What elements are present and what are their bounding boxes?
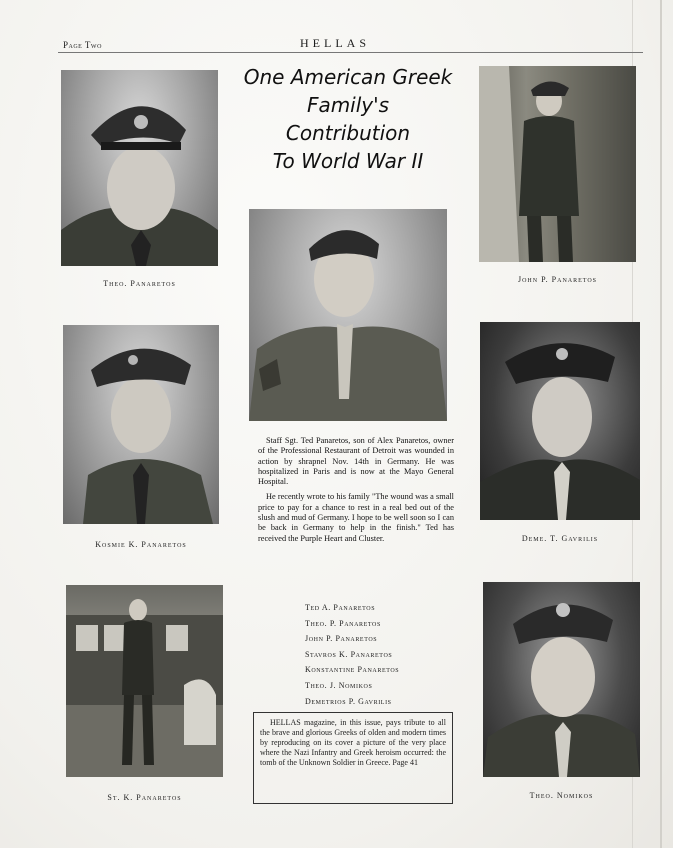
portrait-photo-center xyxy=(249,209,447,421)
family-names-list xyxy=(305,600,455,709)
caption-mid-left: Kosmie K. Panaretos xyxy=(95,540,187,549)
family-name-item: Theo. J. Nomikos xyxy=(305,680,373,690)
portrait-photo-mid-left xyxy=(63,325,219,524)
article-story xyxy=(258,436,454,549)
title-line-2: Family's xyxy=(306,93,390,117)
standing-soldier-image xyxy=(479,66,636,262)
magazine-name: HELLAS xyxy=(300,36,370,50)
smiling-soldier-image xyxy=(483,582,640,777)
caption-top-left: Theo. Panaretos xyxy=(103,279,176,288)
title-line-4: To World War II xyxy=(272,149,424,173)
family-name-item: Stavros K. Panaretos xyxy=(305,649,393,659)
soldier-by-streetcar-image xyxy=(66,585,223,777)
caption-bottom-right: Theo. Nomikos xyxy=(529,791,594,800)
header-rule xyxy=(58,52,643,53)
sergeant-portrait-image xyxy=(249,209,447,421)
portrait-photo-mid-right xyxy=(480,322,640,520)
tribute-note-text: HELLAS magazine, in this issue, pays tribute to all the brave and glorious Greeks of olden and modern times by reproducing on its cover a picture of the very place where the Nazi Infantry and Greek heroism occurred: the tomb of the Unknown Soldier in Greece. Page 41 xyxy=(260,718,446,767)
title-line-1: One American Greek xyxy=(243,65,453,89)
page-title xyxy=(228,63,468,175)
family-name-item: Ted A. Panaretos xyxy=(305,603,376,612)
story-paragraph-2: He recently wrote to his family "The wound was a small price to pay for a chance to rest in a real bed out of the slush and mud of Germany. I hope to be well soon so I can be back in Germany to help in the finish." Ted has received the Purple Heart and Cluster. xyxy=(258,492,454,543)
title-line-3: Contribution xyxy=(285,121,411,145)
officer-portrait-image-3 xyxy=(480,322,640,520)
family-name-item: John P. Panaretos xyxy=(305,634,378,644)
page-number-label: Page Two xyxy=(63,40,102,50)
tribute-note-box xyxy=(253,712,453,804)
family-name-item: Theo. P. Panaretos xyxy=(305,618,381,628)
family-name-item: Demetrios P. Gavrilis xyxy=(305,696,392,706)
portrait-photo-bottom-right xyxy=(483,582,640,777)
portrait-photo-top-right xyxy=(479,66,636,262)
story-paragraph-1: Staff Sgt. Ted Panaretos, son of Alex Panaretos, owner of the Professional Restaurant of Detroit was wounded in action by shrapnel Nov. 14th in Germany. He was hospitalized in Paris and is now at the Mayo General Hospital. xyxy=(258,436,454,487)
officer-portrait-image-2 xyxy=(63,325,219,524)
caption-bottom-left: St. K. Panaretos xyxy=(107,793,182,802)
page-edge-line xyxy=(660,0,662,848)
caption-top-right: John P. Panaretos xyxy=(517,275,598,284)
portrait-photo-bottom-left xyxy=(66,585,223,777)
caption-mid-right: Deme. T. Gavrilis xyxy=(521,534,599,543)
officer-portrait-image xyxy=(61,70,218,266)
family-name-item: Konstantine Panaretos xyxy=(305,665,400,675)
portrait-photo-top-left xyxy=(61,70,218,266)
